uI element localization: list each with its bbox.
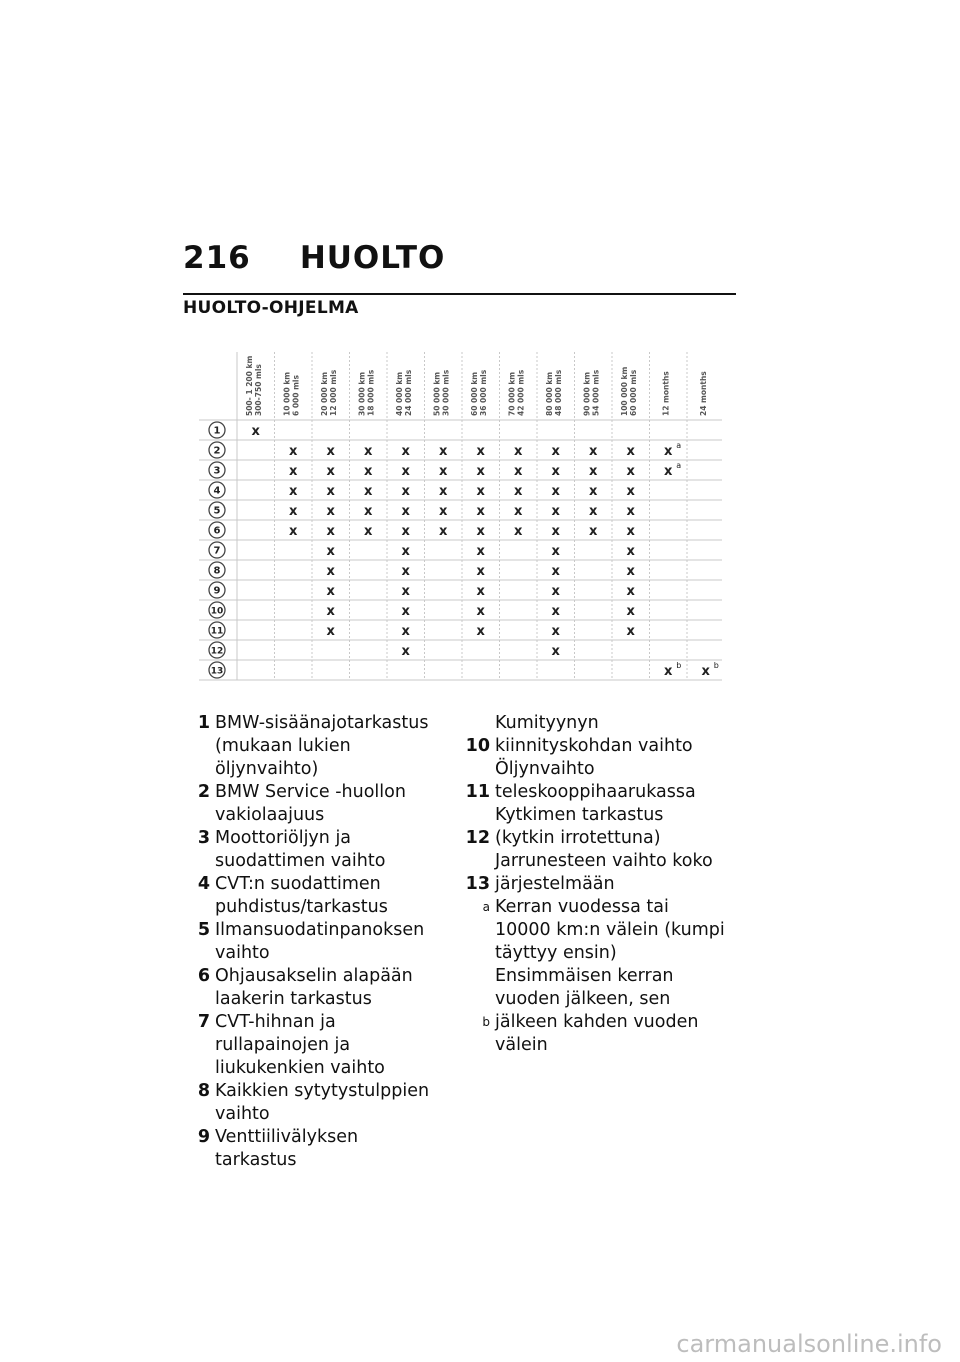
legend-num: 13 (465, 874, 490, 894)
legend-item-5 (183, 919, 445, 965)
schedule-mark: x (326, 624, 335, 639)
legend-num: 12 (465, 828, 490, 848)
legend-num: 6 (197, 966, 210, 986)
row-number-label: 3 (213, 465, 221, 477)
schedule-mark: x (364, 504, 373, 519)
schedule-mark: x (476, 584, 485, 599)
schedule-mark: x (514, 464, 523, 479)
legend-left-column (183, 712, 445, 1172)
column-header: 300-750 mls (253, 364, 263, 416)
column-header: 20 000 km (319, 371, 329, 416)
schedule-mark: x (551, 484, 560, 499)
schedule-mark: x (439, 464, 448, 479)
footnote-marker: b (482, 1015, 490, 1029)
schedule-mark: x (551, 524, 560, 539)
legend-item-4 (183, 873, 445, 919)
legend-item-11 (463, 758, 725, 804)
schedule-mark: x (626, 544, 635, 559)
row-number-label: 12 (210, 646, 224, 657)
schedule-mark: x (626, 584, 635, 599)
schedule-mark: x (326, 524, 335, 539)
footnote-ref: b (713, 661, 719, 670)
schedule-mark: x (551, 584, 560, 599)
footnote-a (463, 896, 725, 965)
schedule-mark: x (626, 524, 635, 539)
schedule-mark: x (664, 444, 673, 459)
legend-text: Kytkimen tarkastus (kytkin irrotettuna) (495, 805, 664, 848)
schedule-mark: x (289, 464, 298, 479)
legend-num: 7 (197, 1012, 210, 1032)
legend-text: Kaikkien sytytystulppien vaihto (215, 1081, 430, 1124)
maintenance-schedule-table (199, 352, 722, 682)
schedule-mark: x (551, 564, 560, 579)
chapter-title: HUOLTO (299, 240, 446, 276)
schedule-mark: x (476, 524, 485, 539)
row-number-label: 1 (213, 425, 221, 437)
schedule-mark: x (439, 484, 448, 499)
schedule-mark: x (401, 604, 410, 619)
legend-text: Venttiilivälyksen tarkastus (215, 1127, 359, 1170)
row-number-label: 5 (213, 505, 221, 517)
schedule-mark: x (401, 544, 410, 559)
schedule-mark: x (476, 544, 485, 559)
row-number-label: 7 (213, 545, 221, 557)
footnote-marker: a (482, 900, 490, 914)
schedule-mark: x (326, 604, 335, 619)
schedule-mark: x (401, 524, 410, 539)
legend-item-7 (183, 1011, 445, 1080)
legend-num: 8 (197, 1081, 210, 1101)
schedule-mark: x (589, 504, 598, 519)
column-header: 54 000 mls (591, 369, 601, 416)
legend-num: 1 (197, 713, 210, 733)
schedule-mark: x (476, 464, 485, 479)
row-number-label: 11 (210, 626, 224, 637)
footnote-text: Ensimmäisen kerran vuoden jälkeen, sen jälkeen kahden vuoden välein (495, 966, 699, 1055)
row-number-label: 10 (210, 606, 224, 617)
schedule-mark: x (551, 644, 560, 659)
section-title: HUOLTO-OHJELMA (183, 298, 359, 318)
schedule-mark: x (626, 564, 635, 579)
legend-num: 4 (197, 874, 210, 894)
column-header: 50 000 km (432, 371, 442, 416)
column-header: 100 000 km (619, 366, 629, 416)
schedule-mark: x (439, 524, 448, 539)
legend-text: CVT:n suodattimen puhdistus/tarkastus (215, 874, 388, 917)
column-header: 10 000 km (282, 371, 292, 416)
row-number-label: 2 (213, 445, 221, 457)
schedule-mark: x (326, 464, 335, 479)
schedule-mark: x (551, 624, 560, 639)
legend-item-8 (183, 1080, 445, 1126)
footnote-ref: a (676, 461, 682, 470)
row-number-label: 9 (213, 585, 221, 597)
schedule-mark: x (364, 484, 373, 499)
legend-num: 2 (197, 782, 210, 802)
legend-num: 3 (197, 828, 210, 848)
legend-text: Öljynvaihto teleskooppihaarukassa (495, 759, 696, 802)
schedule-mark: x (589, 484, 598, 499)
schedule-mark: x (589, 444, 598, 459)
schedule-mark: x (439, 504, 448, 519)
column-header: 12 000 mls (328, 369, 338, 416)
schedule-mark: x (701, 664, 710, 679)
footnote-text: Kerran vuodessa tai 10000 km:n välein (kumpi täyttyy ensin) (495, 897, 725, 963)
column-header: 500- 1 200 km (244, 355, 254, 416)
schedule-mark: x (476, 604, 485, 619)
schedule-mark: x (514, 504, 523, 519)
schedule-mark: x (514, 524, 523, 539)
legend-item-13 (463, 850, 725, 896)
legend-num: 9 (197, 1127, 210, 1147)
legend-item-12 (463, 804, 725, 850)
legend-item-1 (183, 712, 445, 781)
header-rule (183, 293, 736, 295)
schedule-mark: x (551, 604, 560, 619)
legend-item-6 (183, 965, 445, 1011)
schedule-mark: x (514, 444, 523, 459)
column-header: 30 000 mls (441, 369, 451, 416)
legend-text: CVT-hihnan ja rullapainojen ja liukukenkien vaihto (215, 1012, 385, 1078)
column-header: 90 000 km (582, 371, 592, 416)
schedule-mark: x (326, 564, 335, 579)
schedule-mark: x (401, 584, 410, 599)
schedule-mark: x (476, 624, 485, 639)
schedule-mark: x (514, 484, 523, 499)
schedule-mark: x (326, 584, 335, 599)
schedule-mark: x (364, 524, 373, 539)
legend-item-2 (183, 781, 445, 827)
schedule-mark: x (476, 564, 485, 579)
legend-item-9 (183, 1126, 445, 1172)
legend-text: Jarrunesteen vaihto koko järjestelmään (495, 851, 713, 894)
schedule-mark: x (626, 604, 635, 619)
column-header: 24 000 mls (403, 369, 413, 416)
schedule-mark: x (289, 504, 298, 519)
row-number-label: 4 (213, 485, 221, 497)
schedule-mark: x (476, 444, 485, 459)
column-header: 48 000 mls (553, 369, 563, 416)
legend-text: BMW Service -huollon vakiolaajuus (215, 782, 406, 825)
schedule-mark: x (289, 484, 298, 499)
schedule-mark: x (551, 444, 560, 459)
row-number-label: 8 (213, 565, 221, 577)
schedule-mark: x (364, 444, 373, 459)
schedule-mark: x (626, 464, 635, 479)
column-header: 24 months (698, 371, 708, 416)
column-header: 60 000 mls (628, 369, 638, 416)
column-header: 40 000 km (394, 371, 404, 416)
schedule-mark: x (439, 444, 448, 459)
watermark: carmanualsonline.info (676, 1330, 942, 1358)
column-header: 36 000 mls (478, 369, 488, 416)
schedule-mark: x (289, 524, 298, 539)
schedule-mark: x (589, 464, 598, 479)
schedule-mark: x (476, 484, 485, 499)
schedule-mark: x (289, 444, 298, 459)
schedule-mark: x (626, 504, 635, 519)
schedule-mark: x (326, 444, 335, 459)
schedule-mark: x (401, 624, 410, 639)
column-header: 12 months (661, 371, 671, 416)
column-header: 42 000 mls (516, 369, 526, 416)
column-header: 70 000 km (507, 371, 517, 416)
page-header (183, 240, 736, 276)
legend-item-3 (183, 827, 445, 873)
schedule-mark: x (401, 484, 410, 499)
legend-right-column (463, 712, 725, 1057)
schedule-mark: x (551, 504, 560, 519)
legend-item-10 (463, 712, 725, 758)
schedule-mark: x (626, 444, 635, 459)
legend-text: Ohjausakselin alapään laakerin tarkastus (215, 966, 413, 1009)
legend-num: 11 (465, 782, 490, 802)
schedule-mark: x (401, 644, 410, 659)
schedule-mark: x (401, 504, 410, 519)
schedule-mark: x (664, 464, 673, 479)
schedule-mark: x (551, 464, 560, 479)
schedule-mark: x (626, 484, 635, 499)
schedule-mark: x (401, 564, 410, 579)
page-number: 216 (183, 240, 251, 276)
schedule-mark: x (551, 544, 560, 559)
row-number-label: 6 (213, 525, 221, 537)
column-header: 18 000 mls (366, 369, 376, 416)
legend-text: BMW-sisäänajotarkastus (mukaan lukien öljynvaihto) (215, 713, 429, 779)
schedule-mark: x (326, 504, 335, 519)
schedule-mark: x (364, 464, 373, 479)
schedule-mark: x (251, 424, 260, 439)
column-header: 60 000 km (469, 371, 479, 416)
column-header: 80 000 km (544, 371, 554, 416)
schedule-mark: x (401, 444, 410, 459)
column-header: 30 000 km (357, 371, 367, 416)
schedule-mark: x (401, 464, 410, 479)
legend-text: Ilmansuodatinpanoksen vaihto (215, 920, 425, 963)
legend-num: 10 (465, 736, 490, 756)
schedule-mark: x (664, 664, 673, 679)
schedule-mark: x (326, 544, 335, 559)
schedule-svg (199, 352, 722, 682)
footnote-b (463, 965, 725, 1057)
schedule-mark: x (626, 624, 635, 639)
column-header: 6 000 mls (291, 375, 301, 416)
row-number-label: 13 (210, 666, 224, 677)
footnote-ref: a (676, 441, 682, 450)
schedule-mark: x (589, 524, 598, 539)
footnote-ref: b (676, 661, 682, 670)
schedule-mark: x (476, 504, 485, 519)
legend-text: Moottoriöljyn ja suodattimen vaihto (215, 828, 386, 871)
schedule-mark: x (326, 484, 335, 499)
legend-num: 5 (197, 920, 210, 940)
legend-text: Kumityynyn kiinnityskohdan vaihto (495, 713, 693, 756)
